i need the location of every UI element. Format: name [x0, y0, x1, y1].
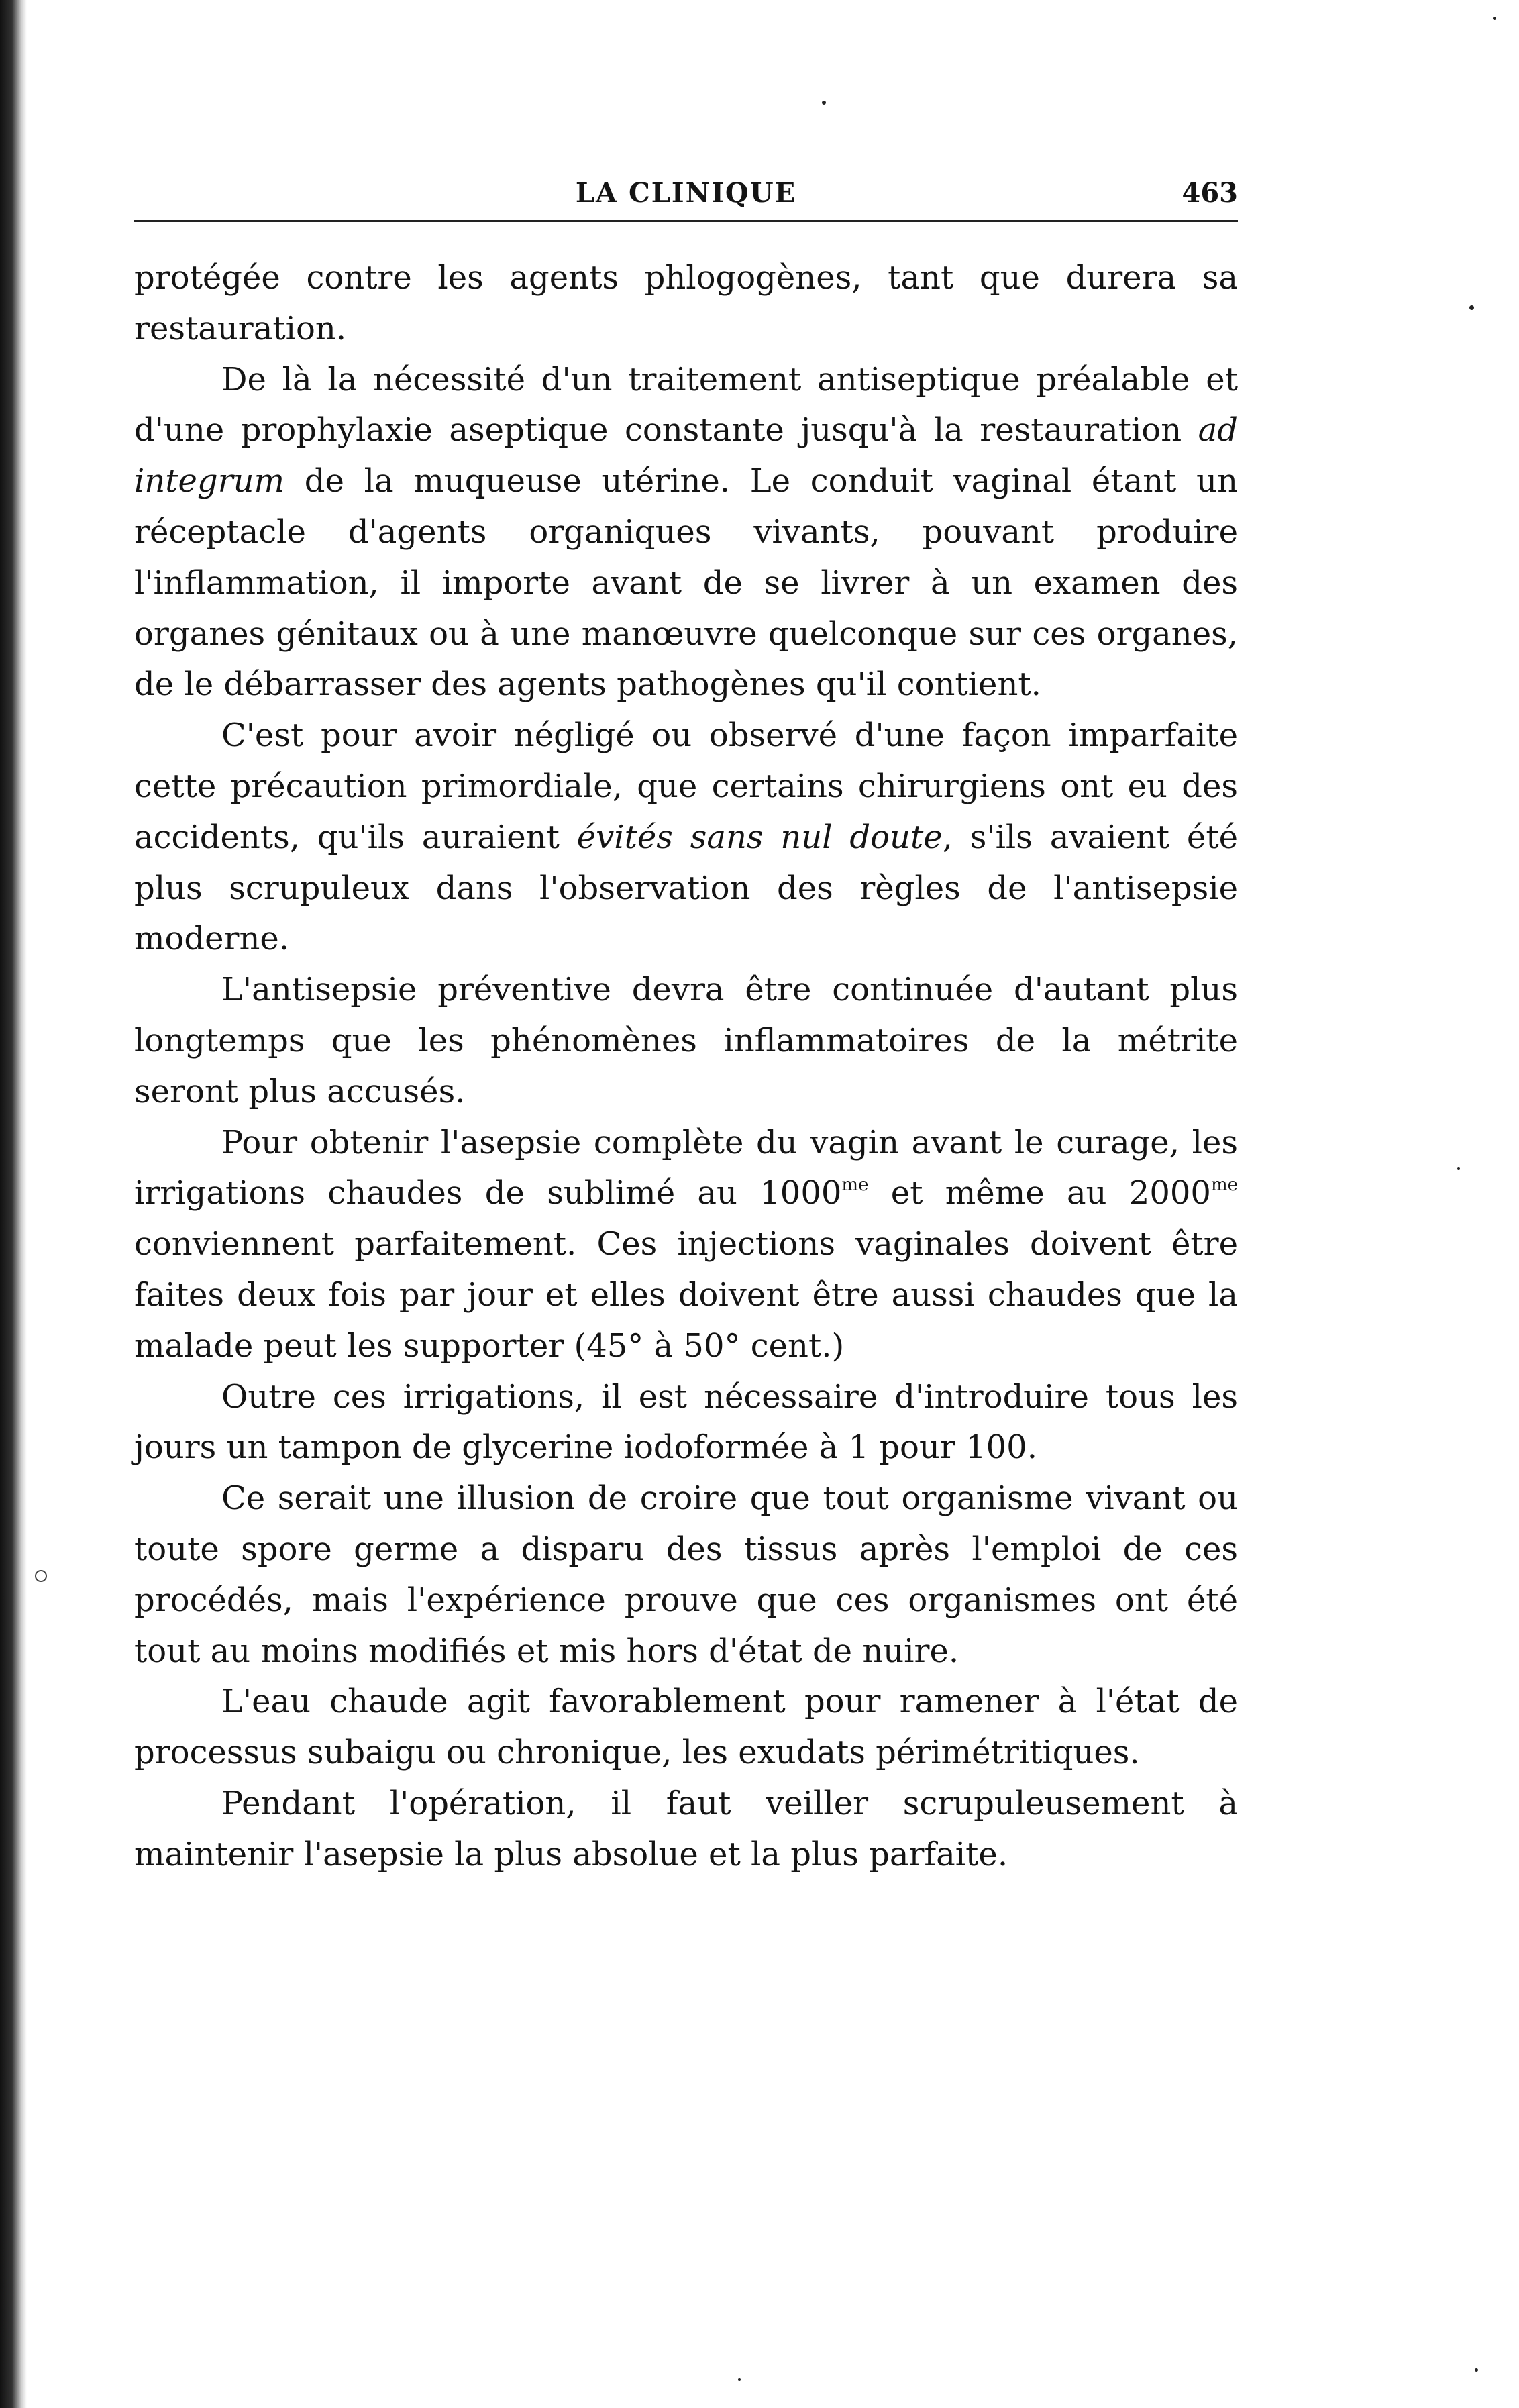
paragraph-text: conviennent parfaitement. Ces injections vaginales doivent être faites deux fois par jour et elles doivent être aussi chaudes que la malade peut les supporter (45° à 50° cent.): [134, 1225, 1238, 1365]
scan-speck: [738, 2378, 741, 2381]
paragraph: [134, 1118, 1238, 1372]
paragraph: Outre ces irrigations, il est nécessaire d'introduire tous les jours un tampon de glycerine iodoformée à 1 pour 100.: [134, 1377, 1238, 1467]
scan-speck: [1469, 305, 1474, 310]
scan-speck: [1493, 17, 1496, 20]
scan-speck: [1457, 1167, 1460, 1170]
italic-phrase: évités sans nul doute: [576, 818, 943, 856]
scan-speck: [35, 1570, 47, 1582]
paragraph: [134, 711, 1238, 965]
running-title: LA CLINIQUE: [575, 177, 797, 209]
paragraph: Pendant l'opération, il faut veiller scrupuleusement à maintenir l'asepsie la plus absolue et la plus parfaite.: [134, 1784, 1238, 1873]
book-spine-shadow: [0, 0, 27, 2408]
paragraph-text: , s'ils avaient été plus scrupuleux dans l'observation des règles de l'antisepsie moderne.: [134, 818, 1239, 958]
body-text: [134, 253, 1238, 1881]
paragraph-text: et même au 2000: [868, 1174, 1211, 1212]
paragraph: [134, 355, 1238, 711]
paragraph: L'eau chaude agit favorablement pour ramener à l'état de processus subaigu ou chronique, les exudats périmétritiques.: [134, 1683, 1238, 1772]
superscript: me: [841, 1175, 869, 1196]
paragraph: Ce serait une illusion de croire que tout organisme vivant ou toute spore germe a disparu des tissus après l'emploi de ces procédés, mais l'expérience prouve que ces organismes ont été tout au moins modifiés et mis hors d'état de nuire.: [134, 1479, 1238, 1670]
page-header: [134, 173, 1238, 220]
scan-speck: [1475, 2368, 1478, 2372]
italic-phrase: ad integrum: [134, 411, 1238, 501]
paragraph: protégée contre les agents phlogogènes, tant que durera sa restauration.: [134, 259, 1238, 348]
book-page: [134, 173, 1238, 1881]
paragraph-text: De là la nécessité d'un traitement antiseptique préalable et d'une prophylaxie aseptique constante jusqu'à la restauration: [134, 360, 1238, 450]
paragraph-text: C'est pour avoir négligé ou observé d'une façon imparfaite cette précaution primordiale, que certains chirurgiens ont eu des accidents, qu'ils auraient: [134, 717, 1238, 856]
paragraph-text: Pour obtenir l'asepsie complète du vagin avant le curage, les irrigations chaudes de sublimé au 1000: [134, 1123, 1238, 1212]
page-number: 463: [1182, 177, 1238, 209]
header-rule: [134, 220, 1238, 222]
paragraph-text: de la muqueuse utérine. Le conduit vaginal étant un réceptacle d'agents organiques vivants, pouvant produire l'inflammation, il importe avant de se livrer à un examen des organes génitaux ou à une manœuvre quelconque sur ces organes, de le débarrasser des agents pathogènes qu'il contient.: [134, 462, 1238, 704]
scan-speck: [822, 101, 826, 105]
superscript: me: [1210, 1175, 1239, 1196]
paragraph: L'antisepsie préventive devra être continuée d'autant plus longtemps que les phénomènes inflammatoires de la métrite seront plus accusés.: [134, 971, 1238, 1110]
